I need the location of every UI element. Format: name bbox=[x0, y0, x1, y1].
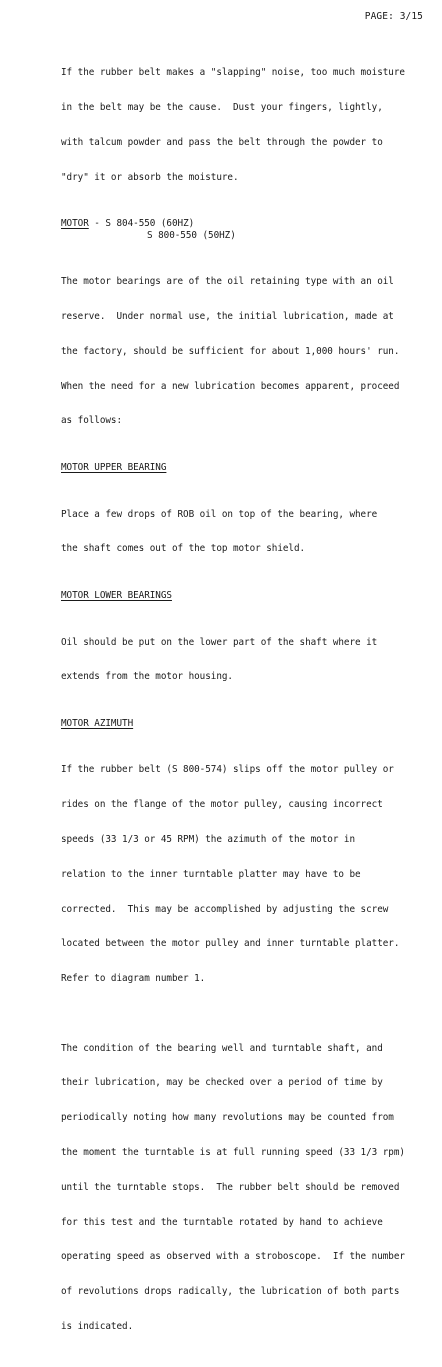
text-line: Oil should be put on the lower part of the shaft where it bbox=[61, 636, 378, 648]
text-line: speeds (33 1/3 or 45 RPM) the azimuth of the motor in bbox=[61, 834, 356, 845]
page-number: PAGE: 3/15 bbox=[364, 11, 423, 22]
paragraph-belt-slapping bbox=[61, 44, 421, 206]
text-line: reserve. Under normal use, the initial lubrication, made at bbox=[61, 311, 394, 323]
text-line: located between the motor pulley and inner turntable platter. bbox=[61, 938, 400, 950]
paragraph-lower-bearings bbox=[61, 613, 421, 706]
text-line: operating speed as observed with a stroboscope. If the number bbox=[61, 1251, 405, 1263]
text-line: relation to the inner turntable platter may have to be bbox=[61, 868, 361, 880]
text-line: is indicated. bbox=[61, 1320, 134, 1332]
text-line: of revolutions drops radically, the lubrication of both parts bbox=[61, 1286, 400, 1298]
motor-label: MOTOR bbox=[61, 217, 89, 229]
document-body bbox=[61, 44, 421, 1367]
paragraph-upper-bearing bbox=[61, 485, 421, 578]
heading-motor-upper-bearing: MOTOR UPPER BEARING bbox=[61, 461, 167, 473]
paragraph-bearing-condition bbox=[61, 1020, 421, 1356]
text-line: The motor bearings are of the oil retaining type with an oil bbox=[61, 276, 394, 288]
paragraph-motor-azimuth bbox=[61, 741, 421, 1008]
text-line: The condition of the bearing well and turntable shaft, and bbox=[61, 1042, 383, 1054]
text-line: If the rubber belt (S 800-574) slips off the motor pulley or bbox=[61, 764, 394, 776]
motor-model-60hz: S 804-550 (60HZ) bbox=[105, 217, 195, 229]
text-line: If the rubber belt makes a "slapping" noise, too much moisture bbox=[61, 67, 405, 79]
text-line: rides on the flange of the motor pulley, causing incorrect bbox=[61, 799, 383, 811]
text-line: "dry" it or absorb the moisture. bbox=[61, 171, 239, 183]
text-line: extends from the motor housing. bbox=[61, 671, 233, 683]
motor-model-50hz: S 800-550 (50HZ) bbox=[147, 229, 236, 241]
text-line: periodically noting how many revolutions may be counted from bbox=[61, 1112, 394, 1124]
text-line: their lubrication, may be checked over a period of time by bbox=[61, 1077, 383, 1089]
text-line: with talcum powder and pass the belt through the powder to bbox=[61, 136, 383, 148]
text-line: the factory, should be sufficient for about 1,000 hours' run. bbox=[61, 345, 400, 357]
text-line: Refer to diagram number 1. bbox=[61, 973, 206, 985]
motor-separator: - bbox=[88, 217, 106, 229]
text-line: When the need for a new lubrication becomes apparent, proceed bbox=[61, 380, 400, 392]
text-line: until the turntable stops. The rubber belt should be removed bbox=[61, 1181, 400, 1193]
text-line: as follows: bbox=[61, 415, 123, 427]
text-line: the moment the turntable is at full running speed (33 1/3 rpm) bbox=[61, 1147, 405, 1159]
motor-models bbox=[61, 218, 421, 241]
heading-motor-lower-bearings: MOTOR LOWER BEARINGS bbox=[61, 589, 172, 601]
heading-motor-azimuth: MOTOR AZIMUTH bbox=[61, 717, 134, 729]
text-line: for this test and the turntable rotated by hand to achieve bbox=[61, 1216, 383, 1228]
paragraph-motor-bearings bbox=[61, 253, 421, 450]
motor-model-row bbox=[61, 218, 421, 230]
text-line: Place a few drops of ROB oil on top of the bearing, where bbox=[61, 508, 378, 520]
text-line: the shaft comes out of the top motor shield. bbox=[61, 543, 306, 555]
text-line: in the belt may be the cause. Dust your fingers, lightly, bbox=[61, 101, 383, 113]
text-line: corrected. This may be accomplished by adjusting the screw bbox=[61, 903, 389, 915]
